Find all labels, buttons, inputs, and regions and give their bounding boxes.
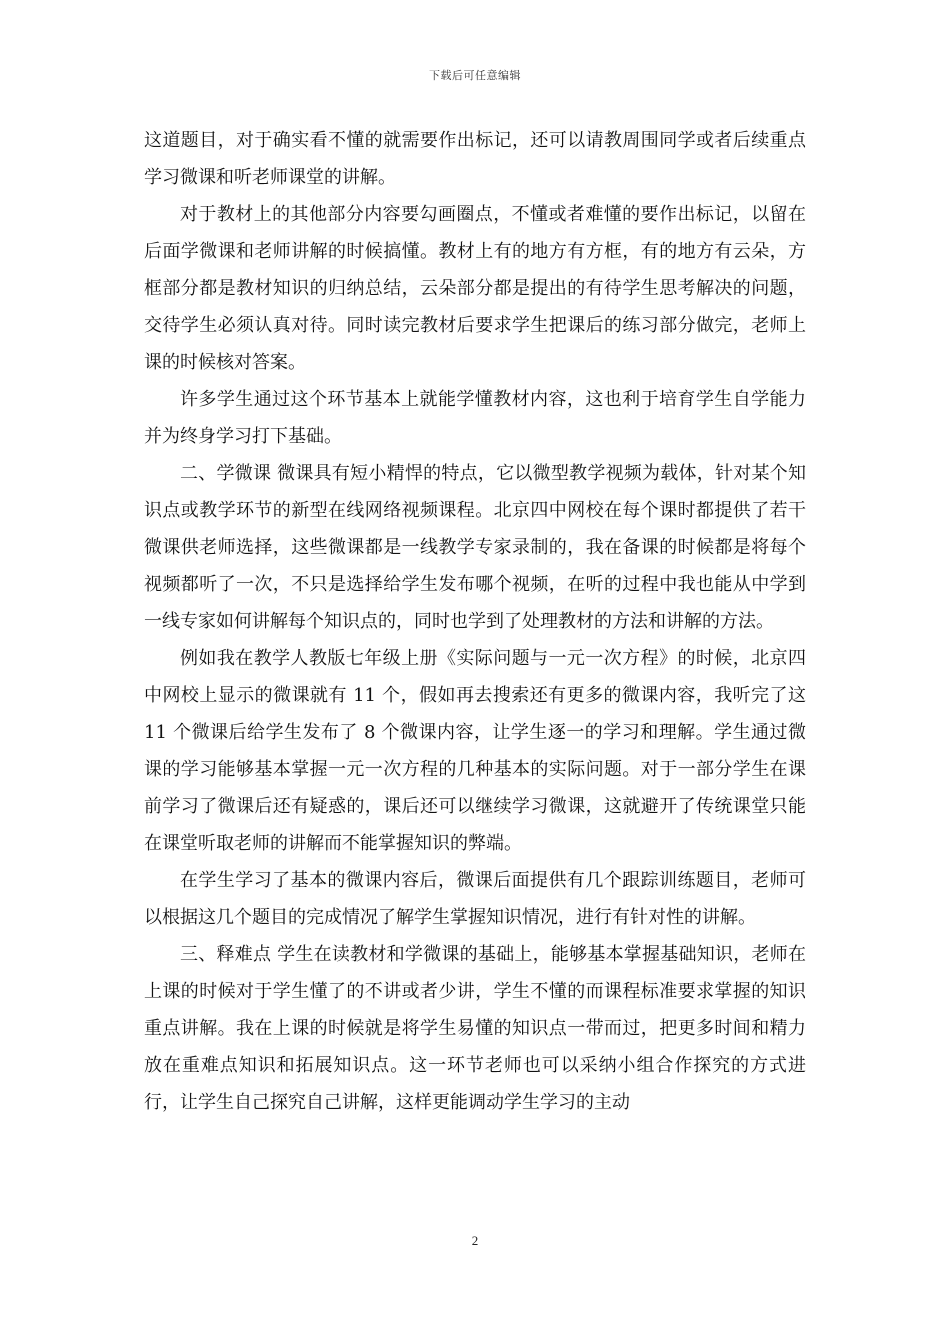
paragraph: 对于教材上的其他部分内容要勾画圈点，不懂或者难懂的要作出标记，以留在后面学微课和老师讲解的时候搞懂。教材上有的地方有方框，有的地方有云朵，方框部分都是教材知识的归纳总结，云朵部分都是提出的有待学生思考解决的问题，交待学生必须认真对待。同时读完教材后要求学生把课后的练习部分做完，老师上课的时候核对答案。 (144, 204, 806, 373)
paragraph: 许多学生通过这个环节基本上就能学懂教材内容，这也利于培育学生自学能力并为终身学习打下基础。 (144, 389, 806, 447)
body-text (144, 122, 806, 1121)
paragraph: 例如我在教学人教版七年级上册《实际问题与一元一次方程》的时候，北京四中网校上显示的微课就有 11 个，假如再去搜索还有更多的微课内容，我听完了这 11 个微课后给学生发布了 8 个微课内容，让学生逐一的学习和理解。学生通过微课的学习能够基本掌握一元一次方程的几种基本的实际问题。对于一部分学生在课前学习了微课后还有疑惑的，课后还可以继续学习微课，这就避开了传统课堂只能在课堂听取老师的讲解而不能掌握知识的弊端。 (144, 648, 806, 854)
paragraph-section-difficult-points: 三、释难点 学生在读教材和学微课的基础上，能够基本掌握基础知识，老师在上课的时候对于学生懂了的不讲或者少讲，学生不懂的而课程标准要求掌握的知识重点讲解。我在上课的时候就是将学生易懂的知识点一带而过，把更多时间和精力放在重难点知识和拓展知识点。这一环节老师也可以采纳小组合作探究的方式进行，让学生自己探究自己讲解，这样更能调动学生学习的主动 (144, 944, 806, 1113)
header-note: 下载后可任意编辑 (429, 69, 521, 82)
paragraph: 在学生学习了基本的微课内容后，微课后面提供有几个跟踪训练题目，老师可以根据这几个题目的完成情况了解学生掌握知识情况，进行有针对性的讲解。 (144, 870, 806, 928)
page-number: 2 (471, 1233, 479, 1248)
paragraph-continuation: 这道题目，对于确实看不懂的就需要作出标记，还可以请教周围同学或者后续重点学习微课和听老师课堂的讲解。 (144, 130, 806, 188)
paragraph-section-micro-lesson: 二、学微课 微课具有短小精悍的特点，它以微型教学视频为载体，针对某个知识点或教学环节的新型在线网络视频课程。北京四中网校在每个课时都提供了若干微课供老师选择，这些微课都是一线教学专家录制的，我在备课的时候都是将每个视频都听了一次，不只是选择给学生发布哪个视频，在听的过程中我也能从中学到一线专家如何讲解每个知识点的，同时也学到了处理教材的方法和讲解的方法。 (144, 463, 806, 632)
